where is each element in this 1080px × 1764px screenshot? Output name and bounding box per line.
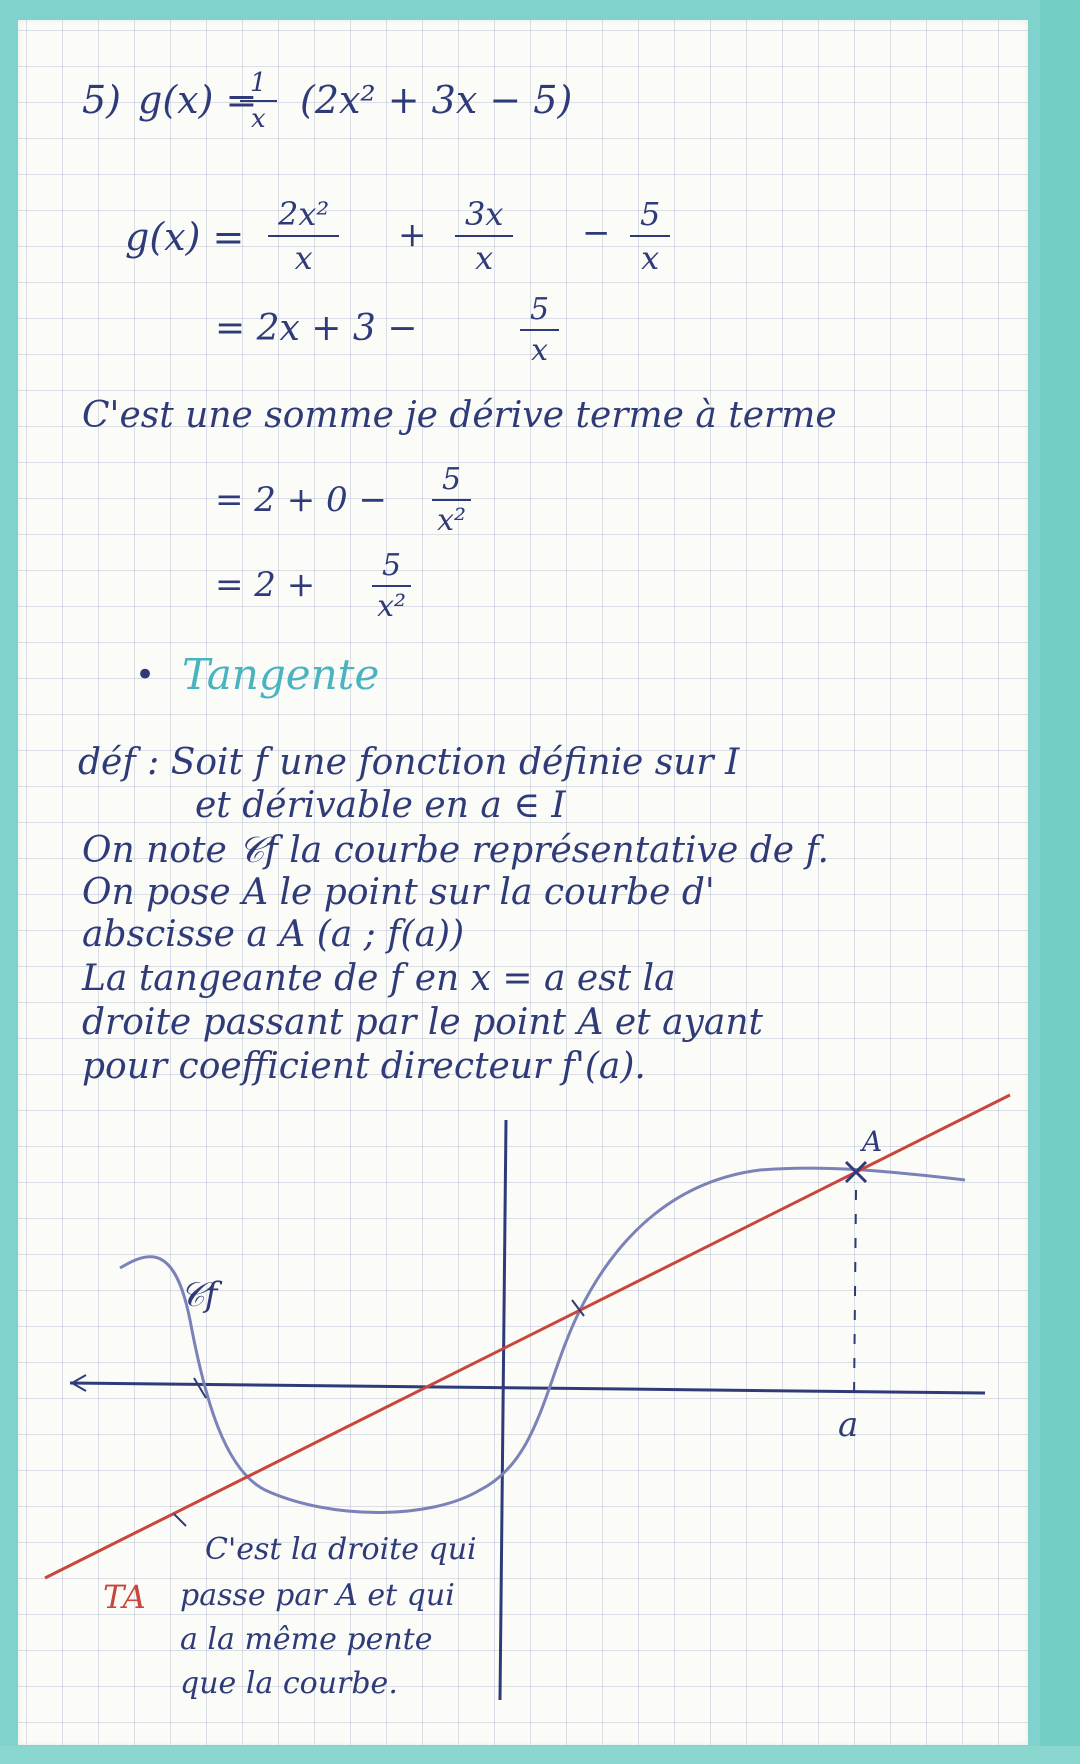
section-bullet: • — [135, 655, 156, 695]
term4-denominator: x — [531, 333, 548, 368]
g-definition-lhs: g(x) = — [138, 78, 258, 122]
g-prime-result: = 2 + — [215, 565, 316, 605]
y-axis — [500, 1120, 506, 1700]
curve-label: 𝒞f — [180, 1275, 218, 1315]
minus-sign: − — [582, 213, 611, 253]
annotation-line-2: passe par A et qui — [180, 1578, 455, 1613]
annotation-line-4: que la courbe. — [180, 1666, 398, 1701]
term3-denominator: x — [641, 239, 660, 277]
definition-line-2: et dérivable en a ∈ I — [195, 785, 566, 826]
definition-line-8: pour coefficient directeur f'(a). — [82, 1046, 646, 1087]
term1-denominator: x — [294, 239, 313, 277]
g-prime-step: = 2 + 0 − — [215, 480, 387, 520]
term3-numerator: 5 — [630, 195, 670, 237]
definition-line-5: abscisse a A (a ; f(a)) — [82, 914, 465, 955]
definition-line-7: droite passant par le point A et ayant — [82, 1002, 763, 1043]
annotation-line-3: a la même pente — [180, 1622, 433, 1657]
abscissa-a-label: a — [838, 1405, 859, 1445]
tangent-label: TA — [103, 1578, 146, 1616]
point-a-label: A — [862, 1125, 883, 1158]
g-expanded-lhs: g(x) = — [125, 215, 245, 259]
term1-numerator: 2x² — [268, 195, 339, 237]
term5-denominator: x² — [437, 503, 467, 538]
tangent-tick — [174, 1514, 186, 1526]
definition-line-1: déf : Soit f une fonction définie sur I — [78, 742, 740, 783]
g-definition-rest: (2x² + 3x − 5) — [300, 78, 573, 122]
tangent-line-ta — [45, 1095, 1010, 1578]
fraction-denominator: x — [250, 104, 266, 134]
annotation-line-1: C'est la droite qui — [205, 1532, 477, 1567]
term4-numerator: 5 — [520, 292, 559, 331]
term6-numerator: 5 — [372, 548, 411, 587]
term5-numerator: 5 — [432, 462, 471, 501]
definition-line-6: La tangeante de f en x = a est la — [82, 958, 676, 999]
fraction-numerator: 1 — [240, 68, 277, 102]
plus-sign: + — [398, 215, 427, 255]
curve-cf — [120, 1168, 965, 1512]
definition-line-4: On pose A le point sur la courbe d' — [82, 872, 715, 913]
abscissa-dashed-line — [854, 1190, 856, 1400]
term6-denominator: x² — [377, 589, 407, 624]
exercise-number: 5) — [82, 78, 122, 122]
definition-line-3: On note 𝒞f la courbe représentative de f. — [82, 830, 829, 871]
term2-denominator: x — [475, 239, 494, 277]
derivation-note: C'est une somme je dérive terme à terme — [82, 395, 837, 436]
g-simplified: = 2x + 3 − — [215, 308, 418, 349]
section-title: Tangente — [182, 650, 380, 699]
term2-numerator: 3x — [455, 195, 513, 237]
